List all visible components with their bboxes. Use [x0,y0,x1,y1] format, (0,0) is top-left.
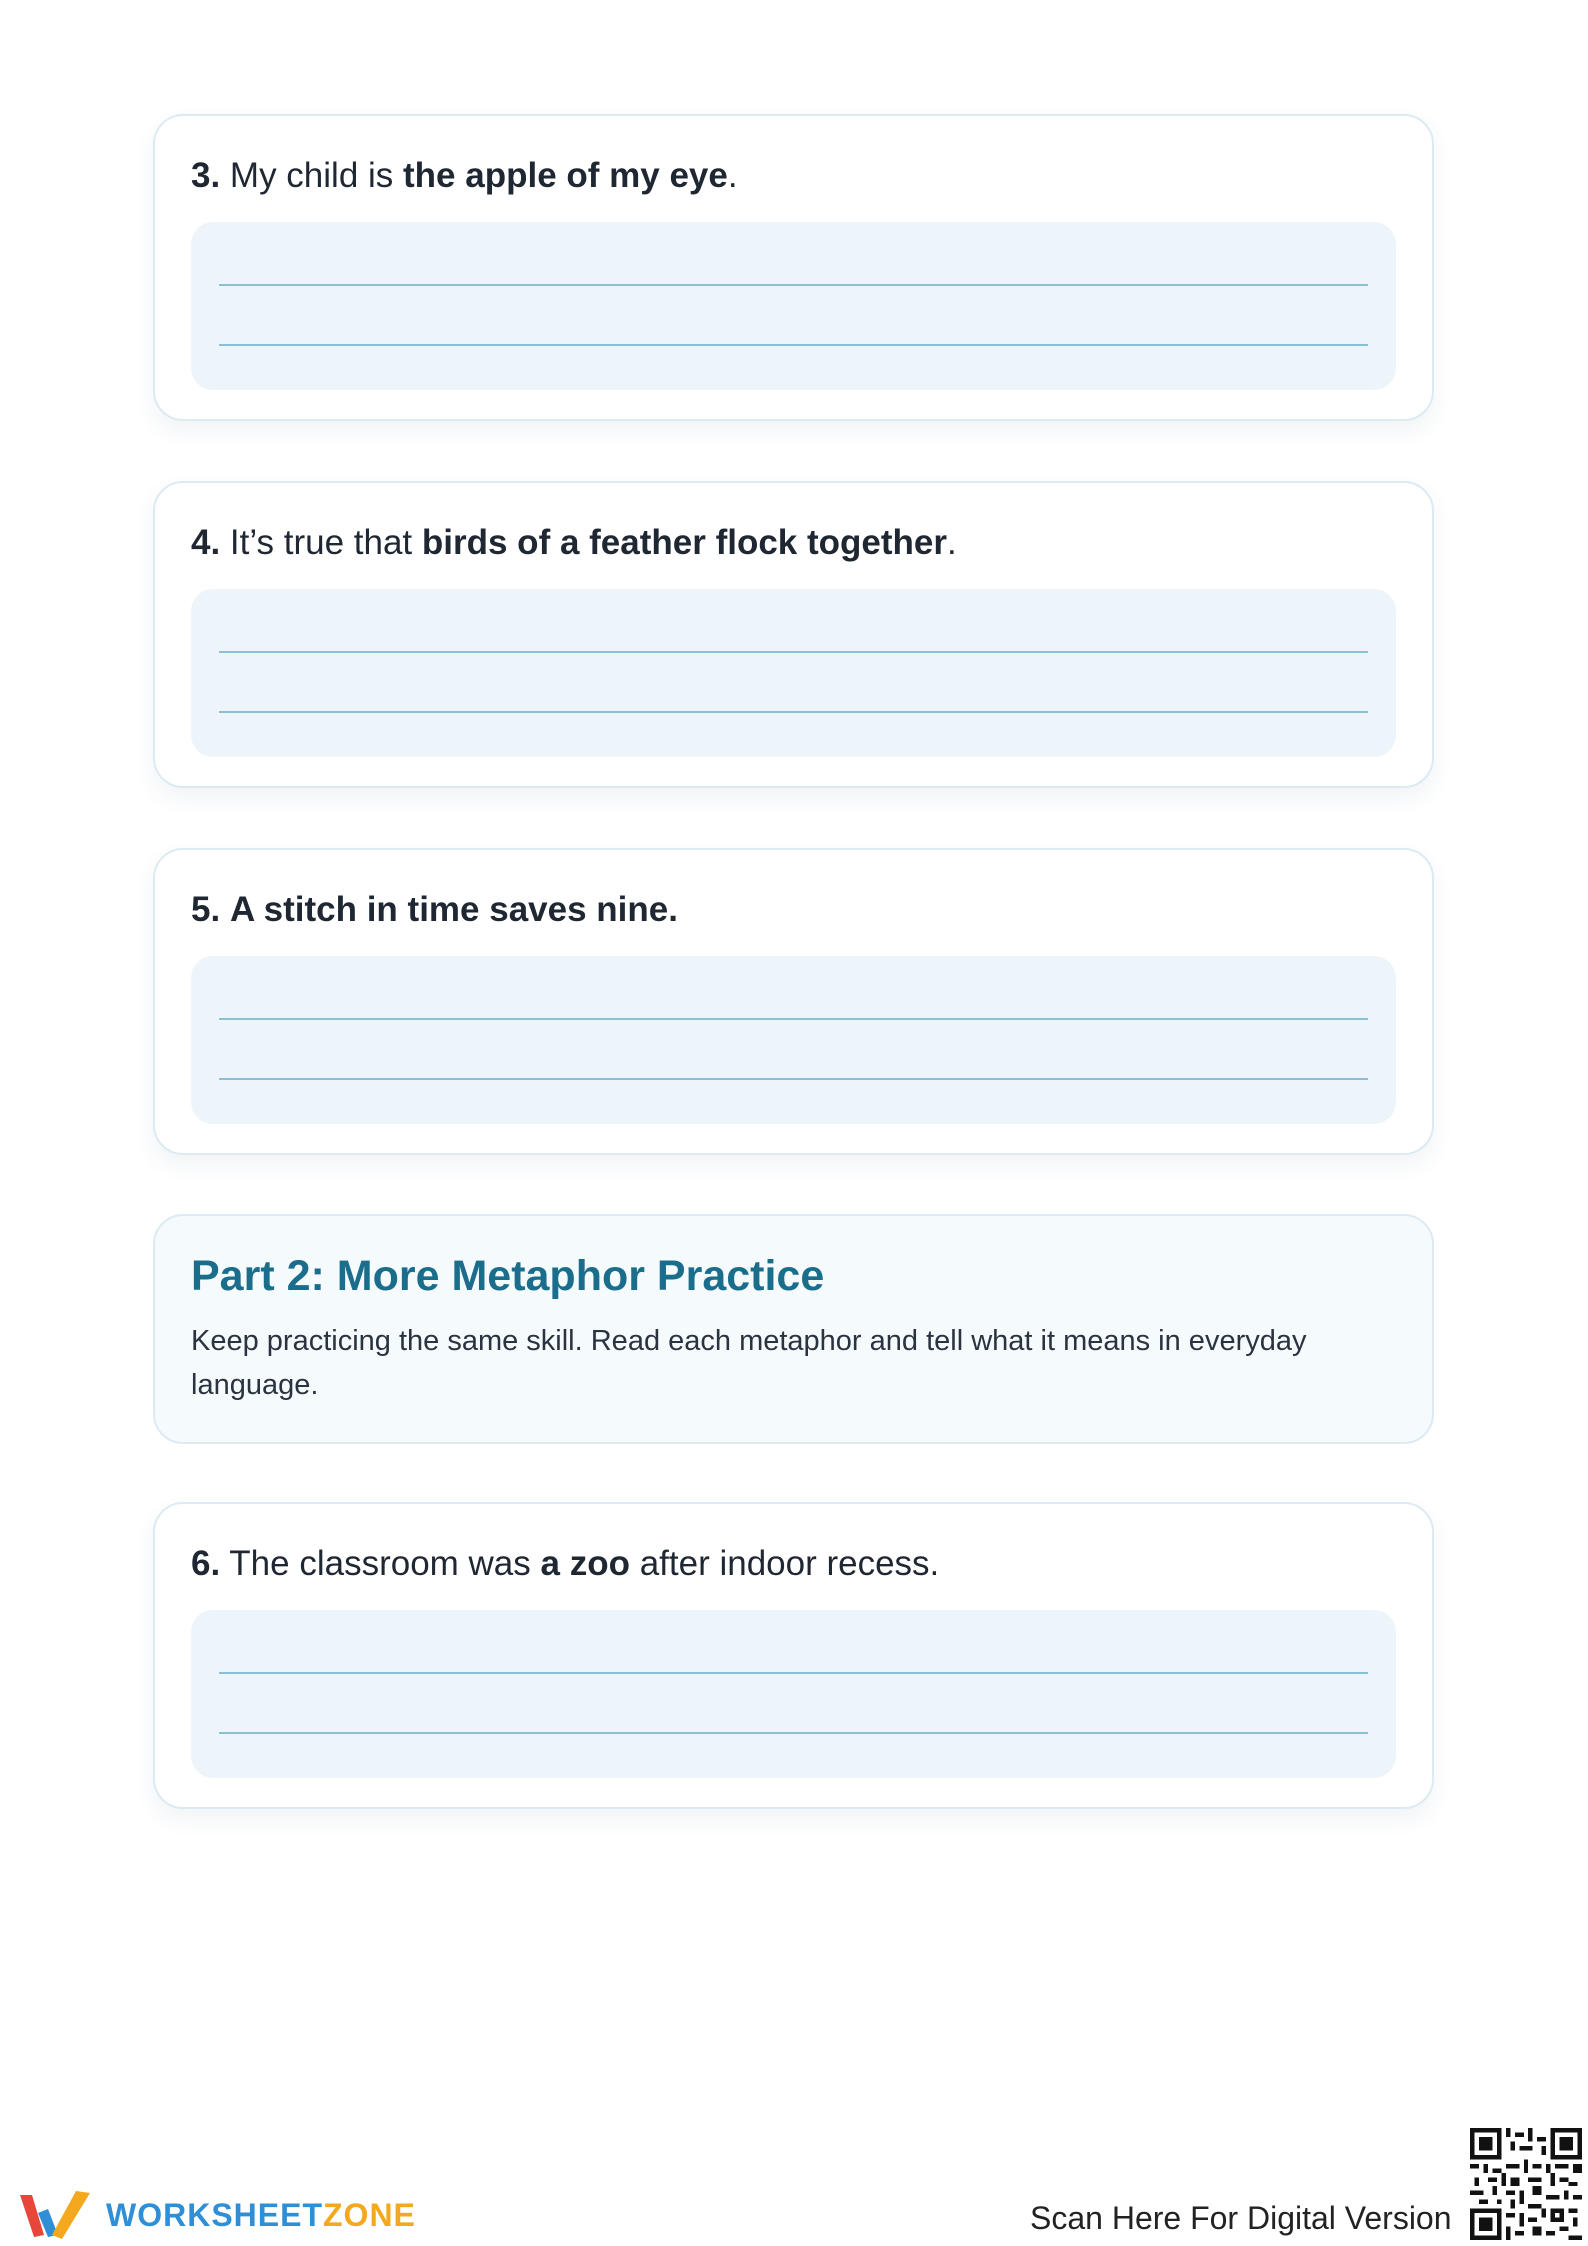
section-description: Keep practicing the same skill. Read each metaphor and tell what it means in everyday language. [191,1325,1307,1401]
question-lead-in: It’s true that [220,523,422,562]
worksheetzone-logo-icon [18,2185,98,2241]
answer-line[interactable] [219,1672,1368,1674]
answer-line[interactable] [219,1732,1368,1734]
question-card-6 [153,1502,1434,1809]
question-tail: after indoor recess. [629,1544,940,1583]
question-number: 4. [191,523,221,562]
question-tail: . [946,523,957,562]
question-number: 6. [191,1544,221,1583]
question-lead-in: The classroom was [220,1544,541,1583]
question-number: 3. [191,156,221,195]
question-card-4 [153,481,1434,788]
answer-line[interactable] [219,344,1368,346]
question-idiom: a zoo [540,1544,630,1583]
question-idiom: birds of a feather flock together [421,523,947,562]
answer-line[interactable] [219,1078,1368,1080]
answer-box[interactable] [191,222,1396,390]
question-text [191,1542,939,1586]
question-text [191,888,678,932]
answer-line[interactable] [219,1018,1368,1020]
logo-text-zone: ZONE [323,2197,416,2233]
question-card-5 [153,848,1434,1155]
answer-box[interactable] [191,956,1396,1124]
question-idiom: A stitch in time saves nine. [229,890,678,929]
answer-line[interactable] [219,651,1368,653]
question-number: 5. [191,890,221,929]
answer-line[interactable] [219,284,1368,286]
answer-box[interactable] [191,1610,1396,1778]
answer-line[interactable] [219,711,1368,713]
question-text [191,521,957,565]
question-text [191,154,738,198]
logo-wordmark [106,2197,416,2234]
answer-box[interactable] [191,589,1396,757]
question-card-3 [153,114,1434,421]
question-idiom: the apple of my eye [403,156,728,195]
question-lead-in: My child is [220,156,404,195]
logo-text-worksheet: WORKSHEET [106,2197,323,2233]
part-2-section-header [153,1214,1434,1444]
qr-code-icon[interactable] [1470,2128,1582,2240]
section-title: Part 2: More Metaphor Practice [191,1252,825,1300]
scan-here-label: Scan Here For Digital Version [1030,2200,1452,2236]
question-lead-in [220,890,230,929]
question-tail: . [727,156,738,195]
